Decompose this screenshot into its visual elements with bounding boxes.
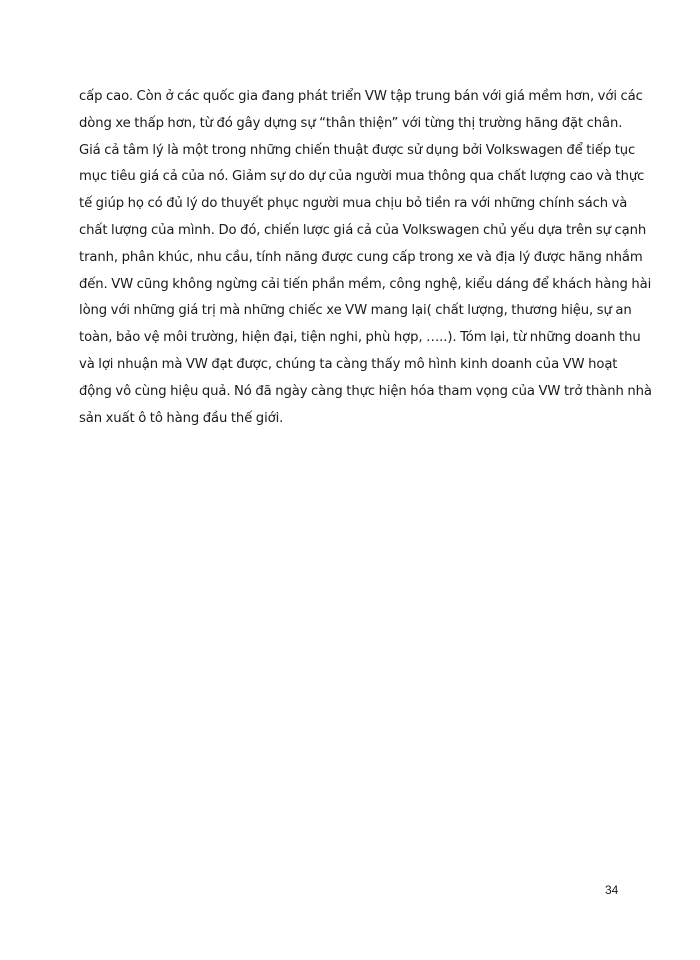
text-line: cấp cao. Còn ở các quốc gia đang phát triển VW tập trung bán với giá mềm hơn, với các xyxy=(79,89,643,104)
text-line: Giá cả tâm lý là một trong những chiến thuật được sử dụng bởi Volkswagen để tiếp tục xyxy=(79,142,636,158)
text-line: đến. VW cũng không ngừng cải tiến phần mềm, công nghệ, kiểu dáng để khách hàng hài xyxy=(79,276,652,292)
text-line: động vô cùng hiệu quả. Nó đã ngày càng thực hiện hóa tham vọng của VW trở thành nhà xyxy=(79,383,652,399)
text-line: toàn, bảo vệ môi trường, hiện đại, tiện nghi, phù hợp, …..). Tóm lại, từ những doanh thu xyxy=(79,330,641,346)
text-line: chất lượng của mình. Do đó, chiến lược giá cả của Volkswagen chủ yếu dựa trên sự cạnh xyxy=(79,222,647,238)
text-line: mục tiêu giá cả của nó. Giảm sự do dự của người mua thông qua chất lượng cao và thực xyxy=(79,169,645,185)
text-line: và lợi nhuận mà VW đạt được, chúng ta càng thấy mô hình kinh doanh của VW hoạt xyxy=(79,356,618,372)
text-line: tranh, phân khúc, nhu cầu, tính năng được cung cấp trong xe và địa lý được hãng nhắm xyxy=(79,249,643,265)
text-line: tế giúp họ có đủ lý do thuyết phục người mua chịu bỏ tiền ra với những chính sách và xyxy=(79,196,628,212)
page-number: 34 xyxy=(605,883,619,897)
text-line: sản xuất ô tô hàng đầu thế giới. xyxy=(79,410,284,426)
body-paragraph xyxy=(79,84,652,432)
text-line: dòng xe thấp hơn, từ đó gây dựng sự “thân thiện” với từng thị trường hãng đặt chân. xyxy=(79,115,623,131)
text-line: lòng với những giá trị mà những chiếc xe VW mang lại( chất lượng, thương hiệu, sự an xyxy=(79,303,632,319)
